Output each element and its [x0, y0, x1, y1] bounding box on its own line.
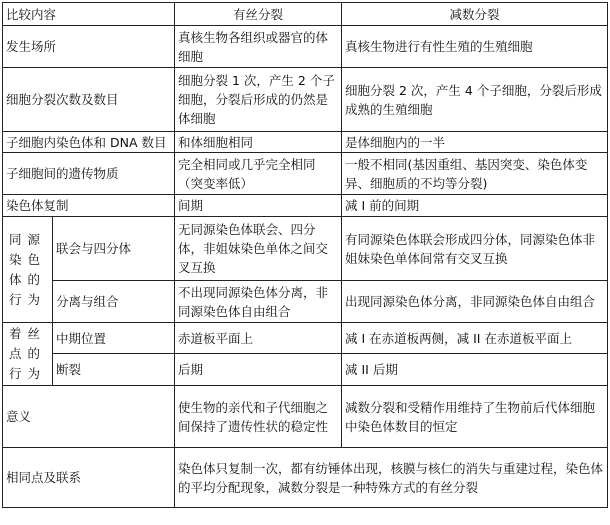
mitosis-cell: 完全相同或几乎完全相同（突变率低） — [175, 153, 342, 195]
meiosis-cell: 细胞分裂 2 次，产生 4 个子细胞，分裂后形成成熟的生殖细胞 — [342, 68, 608, 132]
table-row — [3, 26, 608, 68]
mitosis-cell: 使生物的亲代和子代细胞之间保持了遗传性状的稳定性 — [175, 386, 342, 448]
table-row — [3, 132, 608, 153]
table-row — [3, 195, 608, 217]
mitosis-cell: 和体细胞相同 — [175, 132, 342, 153]
row-label: 子细胞内染色体和 DNA 数目 — [3, 132, 175, 153]
table-row — [3, 153, 608, 195]
header-mitosis: 有丝分裂 — [175, 3, 342, 26]
row-label: 细胞分裂次数及数目 — [3, 68, 175, 132]
row-label: 染色体复制 — [3, 195, 175, 217]
mitosis-cell: 间期 — [175, 195, 342, 217]
group-label-homologous: 同源染色体的行为 — [3, 217, 53, 323]
common-cell: 染色体只复制一次，都有纺锤体出现，核膜与核仁的消失与重建过程，染色体的平均分配现象，减数分裂是一种特殊方式的有丝分裂 — [175, 448, 608, 508]
row-label: 子细胞间的遗传物质 — [3, 153, 175, 195]
table-row — [3, 217, 608, 281]
mitosis-cell: 真核生物各组织或器官的体细胞 — [175, 26, 342, 68]
meiosis-cell: 减 I 前的间期 — [342, 195, 608, 217]
table-row — [3, 448, 608, 508]
meiosis-cell: 减数分裂和受精作用维持了生物前后代体细胞中染色体数目的恒定 — [342, 386, 608, 448]
row-label: 分离与组合 — [53, 281, 175, 323]
table-row — [3, 354, 608, 386]
row-label: 意义 — [3, 386, 175, 448]
table-row — [3, 281, 608, 323]
table-row — [3, 386, 608, 448]
meiosis-cell: 有同源染色体联会形成四分体，同源染色体非姐妹染色单体间常有交叉互换 — [342, 217, 608, 281]
row-label: 断裂 — [53, 354, 175, 386]
meiosis-cell: 一般不相同(基因重组、基因突变、染色体变异、细胞质的不均等分裂) — [342, 153, 608, 195]
mitosis-cell: 赤道板平面上 — [175, 323, 342, 354]
meiosis-cell: 减 I 在赤道板两侧，减 II 在赤道板平面上 — [342, 323, 608, 354]
meiosis-cell: 减 II 后期 — [342, 354, 608, 386]
table-row — [3, 68, 608, 132]
meiosis-cell: 是体细胞内的一半 — [342, 132, 608, 153]
row-label: 发生场所 — [3, 26, 175, 68]
mitosis-cell: 细胞分裂 1 次，产生 2 个子细胞，分裂后形成的仍然是体细胞 — [175, 68, 342, 132]
row-label: 联会与四分体 — [53, 217, 175, 281]
mitosis-cell: 不出现同源染色体分离，非同源染色体自由组合 — [175, 281, 342, 323]
header-row — [3, 3, 608, 26]
mitosis-cell: 无同源染色体联会、四分体，非姐妹染色单体之间交叉互换 — [175, 217, 342, 281]
meiosis-cell: 出现同源染色体分离，非同源染色体自由组合 — [342, 281, 608, 323]
meiosis-cell: 真核生物进行有性生殖的生殖细胞 — [342, 26, 608, 68]
row-label: 相同点及联系 — [3, 448, 175, 508]
comparison-table — [2, 2, 608, 508]
row-label: 中期位置 — [53, 323, 175, 354]
group-label-centromere: 着丝点的行为 — [3, 323, 53, 386]
mitosis-cell: 后期 — [175, 354, 342, 386]
header-compare: 比较内容 — [3, 3, 175, 26]
table-row — [3, 323, 608, 354]
header-meiosis: 减数分裂 — [342, 3, 608, 26]
